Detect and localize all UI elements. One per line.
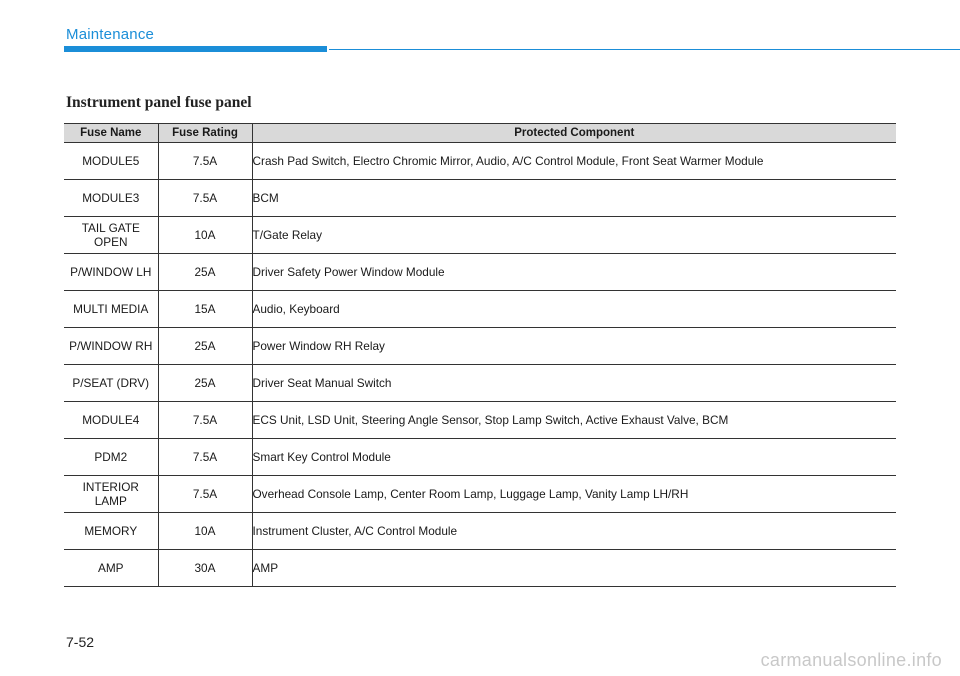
fuse-name: P/WINDOW LH — [70, 265, 152, 279]
fuse-rating: 25A — [158, 365, 252, 402]
protected-component: Audio, Keyboard — [252, 291, 896, 328]
fuse-name-cell — [64, 550, 158, 587]
protected-component: Driver Seat Manual Switch — [252, 365, 896, 402]
fuse-name: MEMORY — [84, 524, 138, 538]
fuse-rating: 10A — [158, 513, 252, 550]
header-fuse-name: Fuse Name — [64, 124, 158, 143]
protected-component: Power Window RH Relay — [252, 328, 896, 365]
fuse-name-cell — [64, 143, 158, 180]
header-protected-component: Protected Component — [252, 124, 896, 143]
header-fuse-rating: Fuse Rating — [158, 124, 252, 143]
protected-component: BCM — [252, 180, 896, 217]
fuse-rating: 25A — [158, 328, 252, 365]
protected-component: Instrument Cluster, A/C Control Module — [252, 513, 896, 550]
section-title: Maintenance — [66, 26, 155, 43]
protected-component: Smart Key Control Module — [252, 439, 896, 476]
fuse-name: P/WINDOW RH — [69, 339, 153, 353]
fuse-name: PDM2 — [94, 450, 128, 464]
fuse-name-cell — [64, 476, 158, 513]
protected-component: AMP — [252, 550, 896, 587]
table-row — [64, 291, 896, 328]
table-row — [64, 328, 896, 365]
fuse-name: MODULE3 — [82, 191, 140, 205]
protected-component: Overhead Console Lamp, Center Room Lamp, Luggage Lamp, Vanity Lamp LH/RH — [252, 476, 896, 513]
fuse-rating: 7.5A — [158, 143, 252, 180]
page-number: 7-52 — [66, 634, 95, 650]
fuse-name: MODULE5 — [82, 154, 140, 168]
fuse-name-cell — [64, 513, 158, 550]
fuse-rating: 25A — [158, 254, 252, 291]
fuse-name-cell — [64, 180, 158, 217]
fuse-name: AMP — [97, 561, 124, 575]
fuse-rating: 7.5A — [158, 439, 252, 476]
fuse-name: INTERIOR LAMP — [82, 480, 139, 508]
table-row — [64, 513, 896, 550]
fuse-name-cell — [64, 254, 158, 291]
header-rule-thin — [329, 49, 960, 50]
fuse-name: P/SEAT (DRV) — [72, 376, 150, 390]
table-row — [64, 143, 896, 180]
table-row — [64, 476, 896, 513]
header-rule-thick — [64, 46, 327, 52]
fuse-name-cell — [64, 217, 158, 254]
protected-component: Crash Pad Switch, Electro Chromic Mirror, Audio, A/C Control Module, Front Seat Warmer Module — [252, 143, 896, 180]
table-row — [64, 365, 896, 402]
fuse-name-cell — [64, 439, 158, 476]
fuse-rating: 7.5A — [158, 476, 252, 513]
fuse-name-cell — [64, 402, 158, 439]
fuse-name-cell — [64, 328, 158, 365]
fuse-rating: 7.5A — [158, 180, 252, 217]
table-row — [64, 402, 896, 439]
protected-component: T/Gate Relay — [252, 217, 896, 254]
watermark: carmanualsonline.info — [760, 650, 942, 670]
fuse-table — [64, 123, 896, 587]
fuse-name: MULTI MEDIA — [73, 302, 149, 316]
fuse-rating: 7.5A — [158, 402, 252, 439]
protected-component: Driver Safety Power Window Module — [252, 254, 896, 291]
fuse-name: MODULE4 — [82, 413, 140, 427]
page-title: Instrument panel fuse panel — [66, 94, 252, 111]
table-row — [64, 180, 896, 217]
table-row — [64, 439, 896, 476]
protected-component: ECS Unit, LSD Unit, Steering Angle Sensor, Stop Lamp Switch, Active Exhaust Valve, BCM — [252, 402, 896, 439]
fuse-name-cell — [64, 291, 158, 328]
table-row — [64, 254, 896, 291]
fuse-rating: 30A — [158, 550, 252, 587]
table-row — [64, 217, 896, 254]
fuse-table-body — [64, 143, 896, 587]
table-row — [64, 550, 896, 587]
fuse-name: TAIL GATE OPEN — [81, 221, 140, 249]
fuse-name-cell — [64, 365, 158, 402]
fuse-rating: 15A — [158, 291, 252, 328]
table-header-row — [64, 124, 896, 143]
fuse-rating: 10A — [158, 217, 252, 254]
